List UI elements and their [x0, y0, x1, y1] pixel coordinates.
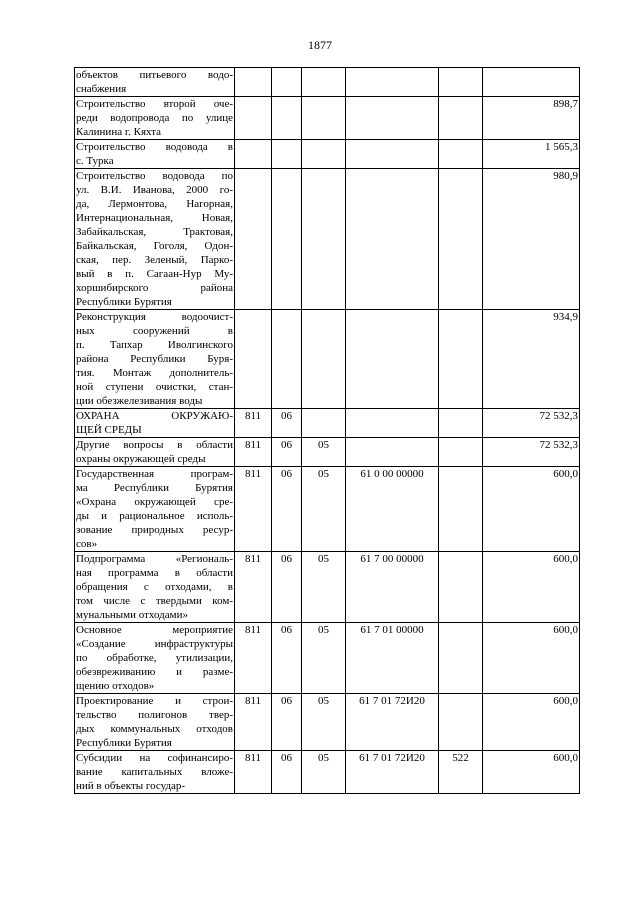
page-number: 1877 [308, 38, 332, 52]
amount-cell: 600,0 [483, 694, 580, 751]
ministry-code-cell: 811 [235, 438, 272, 467]
item-name-line: щению отходов» [76, 680, 155, 692]
table-row [75, 68, 580, 97]
table-row [75, 409, 580, 438]
item-name-line: «Создание инфраструктуры [76, 638, 233, 650]
section-code-cell: 06 [272, 438, 302, 467]
target-article-cell: 61 7 00 00000 [346, 552, 439, 623]
item-name-line: ных сооружений в [76, 325, 233, 337]
ministry-code-cell: 811 [235, 467, 272, 552]
ministry-code-cell [235, 140, 272, 169]
subsection-code-cell: 05 [302, 694, 346, 751]
item-name-line: с. Турка [76, 155, 114, 167]
subsection-code-cell [302, 310, 346, 409]
item-name-cell [75, 140, 235, 169]
section-code-cell [272, 97, 302, 140]
ministry-code-cell: 811 [235, 409, 272, 438]
subsection-code-cell [302, 97, 346, 140]
subsection-code-cell: 05 [302, 467, 346, 552]
subsection-code-cell: 05 [302, 751, 346, 794]
ministry-code-cell [235, 169, 272, 310]
table-row [75, 623, 580, 694]
target-article-cell [346, 409, 439, 438]
item-name-line: мунальными отходами» [76, 609, 188, 621]
subsection-code-cell [302, 140, 346, 169]
expense-type-cell [439, 694, 483, 751]
item-name-line: ная программа в области [76, 567, 233, 579]
target-article-cell: 61 0 00 00000 [346, 467, 439, 552]
item-name-cell [75, 438, 235, 467]
table-row [75, 694, 580, 751]
item-name-line: ний в объекты государ- [76, 780, 186, 792]
item-name-cell [75, 623, 235, 694]
item-name-cell [75, 552, 235, 623]
budget-table [74, 67, 580, 794]
item-name-line: Республики Бурятия [76, 296, 172, 308]
item-name-line: ды и рациональное исполь- [76, 510, 233, 522]
item-name-line: Интернациональная, Новая, [76, 212, 233, 224]
item-name-cell [75, 694, 235, 751]
subsection-code-cell: 05 [302, 552, 346, 623]
ministry-code-cell: 811 [235, 694, 272, 751]
expense-type-cell [439, 97, 483, 140]
expense-type-cell [439, 438, 483, 467]
item-name-line: дых коммунальных отходов [76, 723, 233, 735]
item-name-line: объектов питьевого водо- [76, 69, 233, 81]
ministry-code-cell: 811 [235, 623, 272, 694]
item-name-cell [75, 409, 235, 438]
item-name-line: Калинина г. Кяхта [76, 126, 162, 138]
item-name-line: ции обезжелезивания воды [76, 395, 203, 407]
item-name-line: Республики Бурятия [76, 737, 172, 749]
table-row [75, 438, 580, 467]
subsection-code-cell [302, 409, 346, 438]
expense-type-cell [439, 409, 483, 438]
item-name-line: по обработке, утилизации, [76, 652, 233, 664]
table-row [75, 169, 580, 310]
ministry-code-cell [235, 97, 272, 140]
table-row [75, 467, 580, 552]
target-article-cell [346, 169, 439, 310]
ministry-code-cell [235, 68, 272, 97]
expense-type-cell [439, 623, 483, 694]
table-row [75, 140, 580, 169]
item-name-line: вый в п. Сагаан-Нур Му- [76, 268, 233, 280]
item-name-line: Субсидии на софинансиро- [76, 752, 233, 764]
item-name-line: обезвреживанию и разме- [76, 666, 233, 678]
section-code-cell: 06 [272, 623, 302, 694]
expense-type-cell [439, 467, 483, 552]
item-name-line: Строительство второй оче- [76, 98, 233, 110]
budget-table-body [75, 68, 580, 794]
amount-cell: 1 565,3 [483, 140, 580, 169]
amount-cell: 600,0 [483, 751, 580, 794]
item-name-line: ма Республики Бурятия [76, 482, 233, 494]
target-article-cell: 61 7 01 72И20 [346, 751, 439, 794]
expense-type-cell: 522 [439, 751, 483, 794]
target-article-cell [346, 310, 439, 409]
item-name-line: района Республики Буря- [76, 353, 233, 365]
item-name-line: Реконструкция водоочист- [76, 311, 233, 323]
amount-cell: 600,0 [483, 467, 580, 552]
section-code-cell: 06 [272, 694, 302, 751]
expense-type-cell [439, 310, 483, 409]
item-name-line: тельство полигонов твер- [76, 709, 233, 721]
item-name-line: зование природных ресур- [76, 524, 233, 536]
section-code-cell: 06 [272, 409, 302, 438]
expense-type-cell [439, 552, 483, 623]
subsection-code-cell: 05 [302, 623, 346, 694]
item-name-line: Забайкальская, Трактовая, [76, 226, 233, 238]
amount-cell: 898,7 [483, 97, 580, 140]
item-name-cell [75, 310, 235, 409]
item-name-line: тия. Монтаж дополнитель- [76, 367, 233, 379]
amount-cell [483, 68, 580, 97]
section-code-cell: 06 [272, 552, 302, 623]
target-article-cell [346, 68, 439, 97]
section-code-cell [272, 310, 302, 409]
subsection-code-cell [302, 169, 346, 310]
item-name-line: ЩЕЙ СРЕДЫ [76, 424, 142, 436]
item-name-line: хоршибирского района [76, 282, 233, 294]
ministry-code-cell: 811 [235, 751, 272, 794]
item-name-line: Байкальская, Гоголя, Одон- [76, 240, 233, 252]
item-name-cell [75, 97, 235, 140]
amount-cell: 980,9 [483, 169, 580, 310]
item-name-line: Другие вопросы в области [76, 439, 233, 451]
expense-type-cell [439, 140, 483, 169]
item-name-line: сов» [76, 538, 98, 550]
section-code-cell [272, 140, 302, 169]
item-name-line: Строительство водовода по [76, 170, 233, 182]
section-code-cell: 06 [272, 751, 302, 794]
table-row [75, 97, 580, 140]
expense-type-cell [439, 169, 483, 310]
item-name-line: ул. В.И. Иванова, 2000 го- [76, 184, 233, 196]
item-name-line: Проектирование и строи- [76, 695, 233, 707]
item-name-line: снабжения [76, 83, 127, 95]
item-name-line: охраны окружающей среды [76, 453, 206, 465]
item-name-line: п. Тапхар Иволгинского [76, 339, 233, 351]
item-name-line: реди водопровода по улице [76, 112, 233, 124]
amount-cell: 600,0 [483, 552, 580, 623]
item-name-line: том числе с твердыми ком- [76, 595, 233, 607]
item-name-cell [75, 467, 235, 552]
amount-cell: 934,9 [483, 310, 580, 409]
item-name-line: ной ступени очистки, стан- [76, 381, 233, 393]
item-name-line: вание капитальных вложе- [76, 766, 233, 778]
item-name-line: ская, пер. Зеленый, Парко- [76, 254, 233, 266]
ministry-code-cell [235, 310, 272, 409]
amount-cell: 72 532,3 [483, 409, 580, 438]
item-name-line: Подпрограмма «Региональ- [76, 553, 233, 565]
table-row [75, 552, 580, 623]
table-row [75, 310, 580, 409]
section-code-cell [272, 169, 302, 310]
item-name-line: ОХРАНА ОКРУЖАЮ- [76, 410, 233, 422]
item-name-line: да, Лермонтова, Нагорная, [76, 198, 233, 210]
target-article-cell [346, 97, 439, 140]
item-name-line: Строительство водовода в [76, 141, 233, 153]
target-article-cell: 61 7 01 72И20 [346, 694, 439, 751]
expense-type-cell [439, 68, 483, 97]
item-name-cell [75, 751, 235, 794]
item-name-line: обращения с отходами, в [76, 581, 233, 593]
amount-cell: 600,0 [483, 623, 580, 694]
ministry-code-cell: 811 [235, 552, 272, 623]
subsection-code-cell [302, 68, 346, 97]
item-name-cell [75, 169, 235, 310]
item-name-cell [75, 68, 235, 97]
target-article-cell: 61 7 01 00000 [346, 623, 439, 694]
item-name-line: Основное мероприятие [76, 624, 233, 636]
section-code-cell [272, 68, 302, 97]
section-code-cell: 06 [272, 467, 302, 552]
item-name-line: «Охрана окружающей сре- [76, 496, 233, 508]
target-article-cell [346, 438, 439, 467]
target-article-cell [346, 140, 439, 169]
amount-cell: 72 532,3 [483, 438, 580, 467]
subsection-code-cell: 05 [302, 438, 346, 467]
table-row [75, 751, 580, 794]
item-name-line: Государственная програм- [76, 468, 233, 480]
